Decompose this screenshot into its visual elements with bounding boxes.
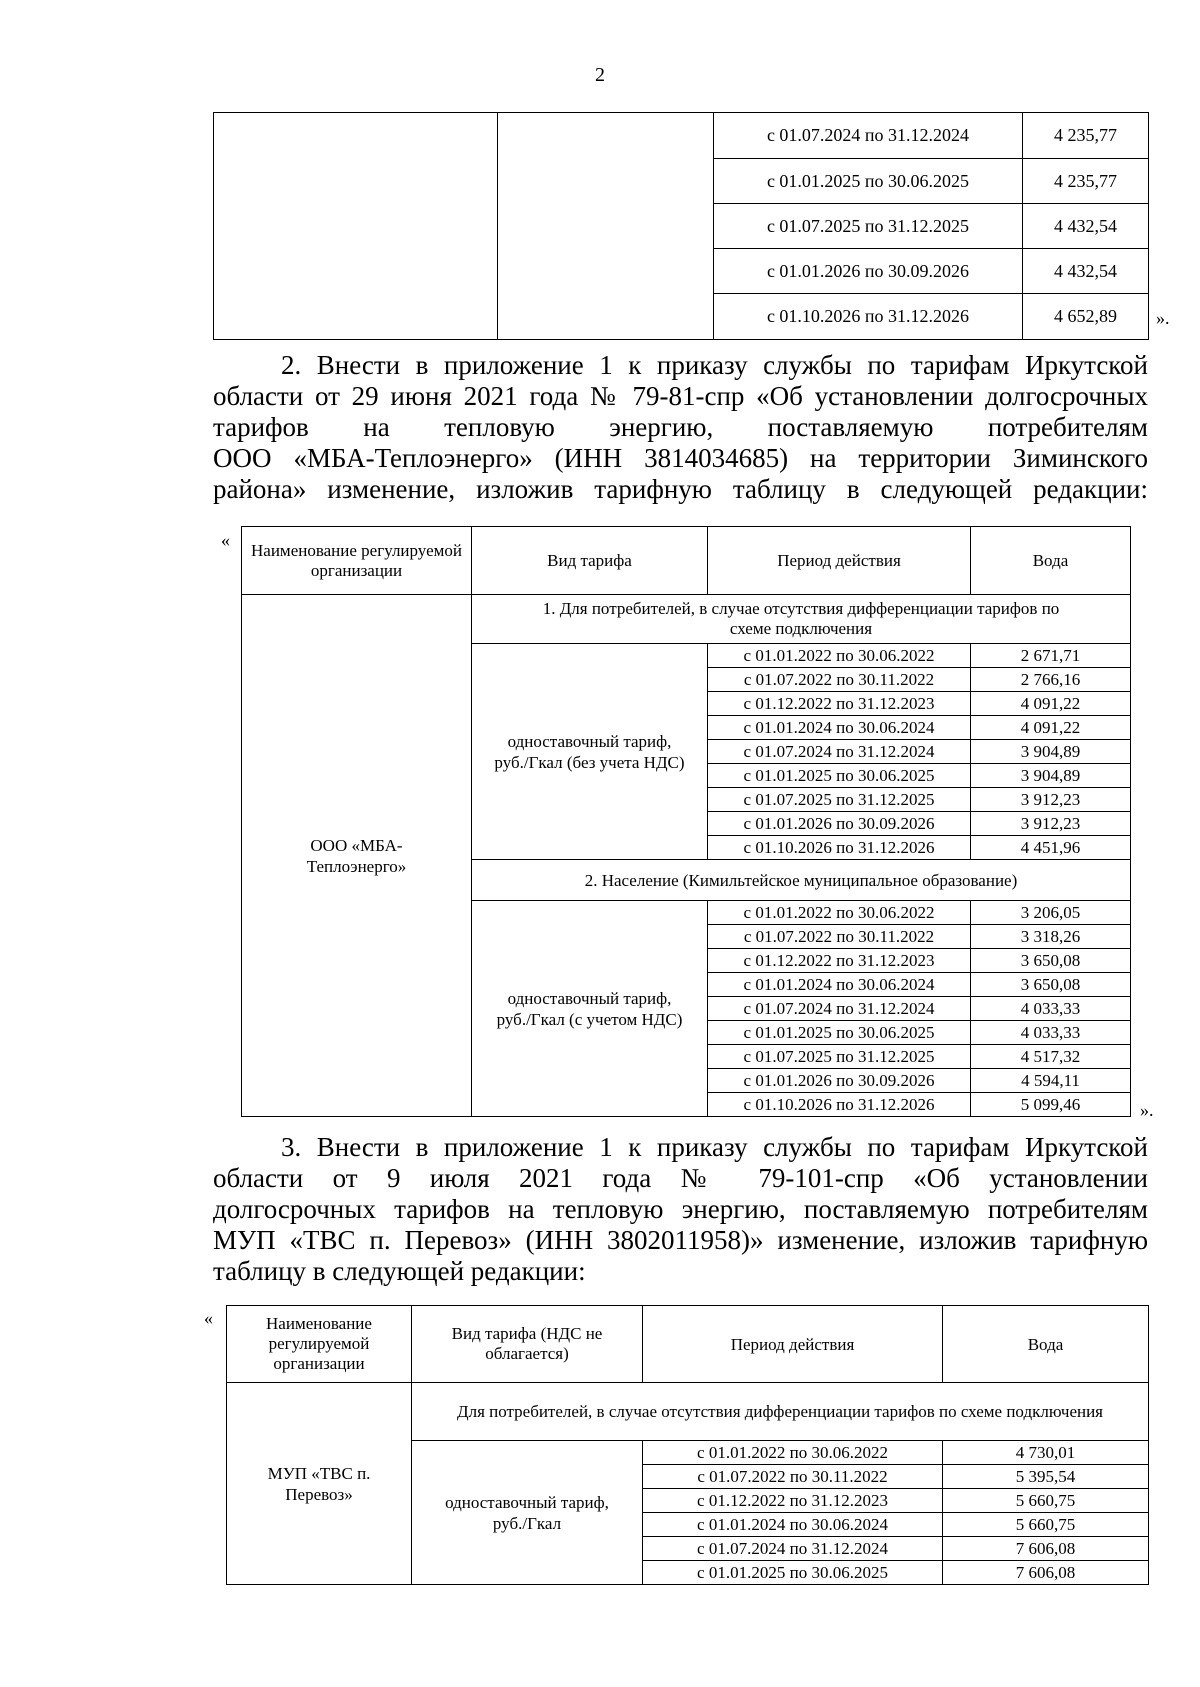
period-cell: с 01.12.2022 по 31.12.2023 xyxy=(708,949,971,973)
value-cell: 4 432,54 xyxy=(1023,204,1149,249)
value-cell: 4 235,77 xyxy=(1023,159,1149,204)
tariff-type: одноставочный тариф, руб./Гкал (с учетом НДС) xyxy=(472,901,708,1117)
value-cell: 4 517,32 xyxy=(971,1045,1131,1069)
period-cell: с 01.01.2025 по 30.06.2025 xyxy=(708,1021,971,1045)
value-cell: 4 451,96 xyxy=(971,836,1131,860)
period-cell: с 01.07.2025 по 31.12.2025 xyxy=(708,788,971,812)
period-cell: с 01.01.2025 по 30.06.2025 xyxy=(708,764,971,788)
tariff-type-cell xyxy=(498,113,714,340)
period-cell: с 01.12.2022 по 31.12.2023 xyxy=(643,1489,943,1513)
section-title: Для потребителей, в случае отсутствия дифференциации тарифов по схеме подключения xyxy=(412,1383,1149,1441)
value-cell: 4 432,54 xyxy=(1023,249,1149,294)
value-cell: 4 091,22 xyxy=(971,692,1131,716)
header-period: Период действия xyxy=(643,1306,943,1383)
open-quote: « xyxy=(221,530,230,550)
period-cell: с 01.07.2022 по 30.11.2022 xyxy=(643,1465,943,1489)
tariff-table-tvs xyxy=(226,1305,1149,1585)
period-cell: с 01.01.2022 по 30.06.2022 xyxy=(643,1441,943,1465)
value-cell: 5 660,75 xyxy=(943,1513,1149,1537)
period-cell: с 01.01.2025 по 30.06.2025 xyxy=(643,1561,943,1585)
header-org: Наименование регулируемой организации xyxy=(242,527,472,595)
value-cell: 4 091,22 xyxy=(971,716,1131,740)
value-cell: 5 395,54 xyxy=(943,1465,1149,1489)
period-cell: с 01.01.2026 по 30.09.2026 xyxy=(714,249,1023,294)
period-cell: с 01.10.2026 по 31.12.2026 xyxy=(708,836,971,860)
value-cell: 4 033,33 xyxy=(971,997,1131,1021)
header-tariff-type: Вид тарифа xyxy=(472,527,708,595)
page-number: 2 xyxy=(595,64,605,86)
value-cell: 2 671,71 xyxy=(971,644,1131,668)
paragraph-line: 2. Внести в приложение 1 к приказу службы по тарифам Иркутской xyxy=(281,350,1148,380)
section-title: 1. Для потребителей, в случае отсутствия дифференциации тарифов по схеме подключения xyxy=(472,595,1131,644)
value-cell: 3 912,23 xyxy=(971,812,1131,836)
header-water: Вода xyxy=(943,1306,1149,1383)
value-cell: 4 033,33 xyxy=(971,1021,1131,1045)
period-cell: с 01.01.2022 по 30.06.2022 xyxy=(708,901,971,925)
value-cell: 4 594,11 xyxy=(971,1069,1131,1093)
value-cell: 4 652,89 xyxy=(1023,294,1149,340)
header-org: Наименование регулируемой организации xyxy=(227,1306,412,1383)
header-tariff-type: Вид тарифа (НДС не облагается) xyxy=(412,1306,643,1383)
paragraph-line: района» изменение, изложив тарифную таблицу в следующей редакции: xyxy=(213,474,1148,504)
period-cell: с 01.10.2026 по 31.12.2026 xyxy=(714,294,1023,340)
value-cell: 5 660,75 xyxy=(943,1489,1149,1513)
tariff-type: одноставочный тариф, руб./Гкал xyxy=(412,1441,643,1585)
paragraph-2 xyxy=(213,350,1148,505)
paragraph-line: 3. Внести в приложение 1 к приказу службы по тарифам Иркутской xyxy=(281,1132,1148,1162)
header-period: Период действия xyxy=(708,527,971,595)
value-cell: 3 650,08 xyxy=(971,973,1131,997)
value-cell: 4 730,01 xyxy=(943,1441,1149,1465)
paragraph-line: области от 9 июля 2021 года № 79-101-спр «Об установлении xyxy=(213,1163,1148,1193)
period-cell: с 01.07.2024 по 31.12.2024 xyxy=(708,997,971,1021)
value-cell: 3 650,08 xyxy=(971,949,1131,973)
period-cell: с 01.07.2022 по 30.11.2022 xyxy=(708,925,971,949)
paragraph-line: ООО «МБА-Теплоэнерго» (ИНН 3814034685) на территории Зиминского xyxy=(213,443,1148,473)
period-cell: с 01.01.2025 по 30.06.2025 xyxy=(714,159,1023,204)
value-cell: 7 606,08 xyxy=(943,1537,1149,1561)
value-cell: 4 235,77 xyxy=(1023,113,1149,159)
value-cell: 5 099,46 xyxy=(971,1093,1131,1117)
period-cell: с 01.07.2024 по 31.12.2024 xyxy=(708,740,971,764)
value-cell: 2 766,16 xyxy=(971,668,1131,692)
header-water: Вода xyxy=(971,527,1131,595)
value-cell: 3 912,23 xyxy=(971,788,1131,812)
period-cell: с 01.07.2022 по 30.11.2022 xyxy=(708,668,971,692)
paragraph-line: МУП «ТВС п. Перевоз» (ИНН 3802011958)» изменение, изложив тарифную xyxy=(213,1225,1148,1255)
period-cell: с 01.07.2024 по 31.12.2024 xyxy=(643,1537,943,1561)
value-cell: 3 318,26 xyxy=(971,925,1131,949)
period-cell: с 01.01.2024 по 30.06.2024 xyxy=(708,973,971,997)
period-cell: с 01.10.2026 по 31.12.2026 xyxy=(708,1093,971,1117)
paragraph-line: таблицу в следующей редакции: xyxy=(213,1256,586,1286)
tariff-table-continuation xyxy=(213,112,1149,340)
period-cell: с 01.01.2026 по 30.09.2026 xyxy=(708,812,971,836)
period-cell: с 01.01.2024 по 30.06.2024 xyxy=(643,1513,943,1537)
close-quote: ». xyxy=(1156,308,1170,328)
period-cell: с 01.07.2025 по 31.12.2025 xyxy=(708,1045,971,1069)
org-name: МУП «ТВС п. Перевоз» xyxy=(227,1383,412,1585)
period-cell: с 01.01.2026 по 30.09.2026 xyxy=(708,1069,971,1093)
value-cell: 7 606,08 xyxy=(943,1561,1149,1585)
period-cell: с 01.12.2022 по 31.12.2023 xyxy=(708,692,971,716)
paragraph-line: долгосрочных тарифов на тепловую энергию, поставляемую потребителям xyxy=(213,1194,1148,1224)
org-cell xyxy=(214,113,498,340)
period-cell: с 01.01.2022 по 30.06.2022 xyxy=(708,644,971,668)
paragraph-3 xyxy=(213,1132,1148,1287)
tariff-type: одноставочный тариф, руб./Гкал (без учета НДС) xyxy=(472,644,708,860)
tariff-table-mba xyxy=(241,526,1131,1117)
period-cell: с 01.07.2024 по 31.12.2024 xyxy=(714,113,1023,159)
value-cell: 3 206,05 xyxy=(971,901,1131,925)
close-quote: ». xyxy=(1140,1100,1154,1120)
org-name: ООО «МБА-Теплоэнерго» xyxy=(242,595,472,1117)
paragraph-line: области от 29 июня 2021 года № 79-81-спр «Об установлении долгосрочных xyxy=(213,381,1148,411)
open-quote: « xyxy=(204,1308,213,1328)
value-cell: 3 904,89 xyxy=(971,764,1131,788)
period-cell: с 01.01.2024 по 30.06.2024 xyxy=(708,716,971,740)
section-title: 2. Население (Кимильтейское муниципальное образование) xyxy=(472,860,1131,901)
paragraph-line: тарифов на тепловую энергию, поставляемую потребителям xyxy=(213,412,1148,442)
value-cell: 3 904,89 xyxy=(971,740,1131,764)
period-cell: с 01.07.2025 по 31.12.2025 xyxy=(714,204,1023,249)
